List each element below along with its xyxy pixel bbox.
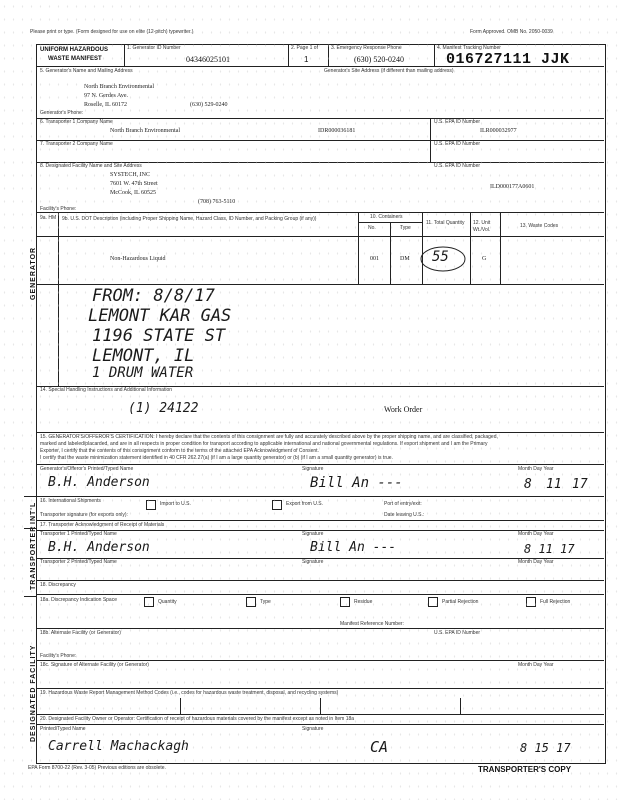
transporter1-date-label: Month Day Year — [518, 531, 554, 537]
facility-name: SYSTECH, INC — [110, 172, 151, 178]
generator-printed-name-label: Generator's/Offeror's Printed/Typed Name — [40, 466, 134, 472]
generator-id: 04346025101 — [186, 55, 230, 64]
form-title-line1: UNIFORM HAZARDOUS — [40, 47, 108, 53]
discrepancy-quantity-label: Quantity — [158, 599, 177, 605]
transporter2-signature-label: Signature — [302, 559, 324, 565]
handwritten-from-date: FROM: 8/8/17 — [92, 286, 215, 306]
transporter1-signature: Bill An --- — [310, 540, 397, 555]
discrepancy-residue-checkbox[interactable] — [340, 597, 350, 607]
generator-name: North Branch Environmental — [84, 84, 154, 90]
certification-text-3: Exporter, I certify that the contents of this consignment conform to the terms of the attached EPA Acknowledgment of Consent. — [40, 448, 319, 454]
final-signature: CA — [370, 738, 389, 756]
facility-epa: ILD000177A0601 — [490, 184, 535, 190]
transporter1-epa: IDR000036181 — [318, 128, 356, 134]
facility-phone: (708) 763-5110 — [198, 199, 236, 205]
transporter2-label: 7. Transporter 2 Company Name — [40, 141, 113, 147]
discrepancy-partial-label: Partial Rejection — [442, 599, 479, 605]
generator-label: 5. Generator's Name and Mailing Address — [40, 68, 133, 74]
certification-text: 15. GENERATOR'S/OFFEROR'S CERTIFICATION: I hereby declare that the contents of this consignment are fully and accurately described above by the proper shipping name, and are classified, packaged, — [40, 434, 498, 440]
certification-text-2: marked and labeled/placarded, and are in all respects in proper condition for transport according to applicable international and national governmental regulations. If export shipment and I am the Primary — [40, 441, 488, 447]
generator-sign-day: 11 — [546, 477, 562, 492]
generator-signature-label: Signature — [302, 466, 324, 472]
handwritten-contents: 1 DRUM WATER — [92, 365, 194, 381]
page-number: 1 — [304, 55, 309, 64]
final-sign-date: 8 15 17 — [520, 741, 571, 755]
generator-phone-label: Generator's Phone: — [40, 110, 84, 116]
omb-number: Form Approved. OMB No. 2050-0039 — [470, 29, 553, 35]
alternate-facility-epa-label: U.S. EPA ID Number — [434, 630, 481, 636]
generator-date-label: Month Day Year — [518, 466, 554, 472]
transporter-ack-label: 17. Transporter Acknowledgment of Receipt of Materials — [40, 522, 165, 528]
alternate-date-label: Month Day Year — [518, 662, 554, 668]
facility-street: 7601 W. 47th Street — [110, 181, 158, 187]
waste-row1-unit: G — [482, 256, 487, 262]
waste-row1-quantity: 55 — [432, 249, 449, 265]
export-checkbox[interactable] — [272, 500, 282, 510]
date-leaving-label: Date leaving U.S.: — [384, 512, 425, 518]
side-label-intl: INT'L — [30, 501, 37, 524]
transporter1-epa-alt: ILR000032977 — [480, 128, 517, 134]
import-label: Import to U.S. — [160, 501, 191, 507]
import-checkbox[interactable] — [146, 500, 156, 510]
final-printed-name-label: Printed/Typed Name — [40, 726, 86, 732]
side-label-facility: DESIGNATED FACILITY — [30, 644, 37, 742]
discrepancy-partial-checkbox[interactable] — [428, 597, 438, 607]
transporter1-signature-label: Signature — [302, 531, 324, 537]
manifest-tracking-number: 016727111 JJK — [446, 51, 570, 68]
discrepancy-quantity-checkbox[interactable] — [144, 597, 154, 607]
generator-sign-year: 17 — [572, 477, 588, 492]
port-label: Port of entry/exit: — [384, 501, 422, 507]
transporter1-sign-date: 8 11 17 — [524, 542, 575, 556]
top-note: Please print or type. (Form designed for use on elite (12-pitch) typewriter.) — [30, 29, 194, 35]
management-codes-label: 19. Hazardous Waste Report Management Method Codes (i.e., codes for hazardous waste treatment, disposal, and recycling systems) — [40, 690, 339, 696]
transporter2-date-label: Month Day Year — [518, 559, 554, 565]
col-hm: 9a. HM — [40, 215, 57, 221]
col-containers: 10. Containers — [370, 214, 403, 220]
col-description: 9b. U.S. DOT Description (including Proper Shipping Name, Hazard Class, ID Number, and Packing Group (if any)) — [62, 216, 317, 222]
generator-phone: (630) 529-0240 — [190, 102, 228, 108]
discrepancy-label: 18. Discrepancy — [40, 582, 76, 588]
box3-label: 3. Emergency Response Phone — [331, 45, 402, 51]
facility-label: 8. Designated Facility Name and Site Address — [40, 163, 142, 169]
handwritten-city: LEMONT, IL — [92, 346, 195, 366]
alternate-signature-label: 18c. Signature of Alternate Facility (or Generator) — [40, 662, 149, 668]
generator-site-label: Generator's Site Address (if different than mailing address) — [324, 68, 454, 74]
col-no: No. — [368, 225, 376, 231]
transporter2-epa-label: U.S. EPA ID Number — [434, 141, 481, 147]
handwritten-street: 1196 STATE ST — [92, 326, 226, 346]
col-type: Type — [400, 225, 411, 231]
generator-sign-month: 8 — [524, 477, 532, 492]
facility-city: McCook, IL 60525 — [110, 190, 156, 196]
form-title-line2: WASTE MANIFEST — [48, 56, 102, 62]
final-certification-label: 20. Designated Facility Owner or Operator: Certification of receipt of hazardous materials covered by the manifest except as noted in Item 18a — [40, 716, 355, 722]
generator-printed-name: B.H. Anderson — [48, 475, 150, 490]
box4-label: 4. Manifest Tracking Number — [437, 45, 501, 51]
discrepancy-full-checkbox[interactable] — [526, 597, 536, 607]
special-handling-code: (1) 24122 — [128, 401, 199, 416]
transporter1-printed-name-label: Transporter 1 Printed/Typed Name — [40, 531, 117, 537]
work-order-label: Work Order — [384, 405, 423, 414]
facility-phone-label: Facility's Phone: — [40, 206, 77, 212]
quantity-circle-mark — [418, 244, 468, 274]
form-number: EPA Form 8700-22 (Rev. 3-05) Previous editions are obsolete. — [28, 765, 166, 771]
transporter1-name: North Branch Environmental — [110, 128, 180, 134]
col-unit: 12. Unit Wt./Vol. — [473, 220, 491, 233]
discrepancy-type-checkbox[interactable] — [246, 597, 256, 607]
final-signature-label: Signature — [302, 726, 324, 732]
discrepancy-type-label: Type — [260, 599, 271, 605]
waste-row1-description: Non-Hazardous Liquid — [110, 256, 166, 262]
box2-label: 2. Page 1 of — [291, 45, 318, 51]
facility-epa-label: U.S. EPA ID Number — [434, 163, 481, 169]
transporter1-epa-label: U.S. EPA ID Number — [434, 119, 481, 125]
side-label-generator: GENERATOR — [30, 246, 37, 300]
waste-row1-type: DM — [400, 256, 410, 262]
form-frame — [36, 44, 606, 764]
discrepancy-full-label: Full Rejection — [540, 599, 571, 605]
certification-text-4: I certify that the waste minimization statement identified in 40 CFR 262.27(a) (if I am a large quantity generator) or (b) (if I am a small quantity generator) is true. — [40, 455, 393, 461]
alternate-facility-label: 18b. Alternate Facility (or Generator) — [40, 630, 121, 636]
intl-label: 16. International Shipments — [40, 498, 101, 504]
final-printed-name: Carrell Machackagh — [48, 739, 189, 754]
transporter2-printed-name-label: Transporter 2 Printed/Typed Name — [40, 559, 117, 565]
transporter1-printed-name: B.H. Anderson — [48, 540, 150, 555]
col-waste-codes: 13. Waste Codes — [520, 223, 559, 229]
generator-city: Roselle, IL 60172 — [84, 102, 127, 108]
export-sig-label: Transporter signature (for exports only): — [40, 512, 128, 518]
emergency-phone: (630) 520-0240 — [354, 55, 404, 64]
copy-designation: TRANSPORTER'S COPY — [478, 765, 572, 774]
discrepancy-indication-label: 18a. Discrepancy Indication Space — [40, 597, 117, 603]
generator-street: 97 N. Gerdes Ave. — [84, 93, 129, 99]
export-label: Export from U.S. — [286, 501, 323, 507]
special-handling-label: 14. Special Handling Instructions and Additional Information — [40, 387, 173, 393]
generator-signature: Bill An --- — [310, 475, 403, 491]
alternate-facility-phone-label: Facility's Phone: — [40, 653, 77, 659]
manifest-reference-label: Manifest Reference Number: — [340, 621, 404, 627]
handwritten-business: LEMONT KAR GAS — [88, 306, 232, 326]
transporter1-label: 6. Transporter 1 Company Name — [40, 119, 113, 125]
box1-label: 1. Generator ID Number — [127, 45, 181, 51]
col-quantity: 11. Total Quantity — [426, 220, 465, 226]
discrepancy-residue-label: Residue — [354, 599, 373, 605]
waste-row1-count: 001 — [370, 256, 379, 262]
side-label-transporter: TRANSPORTER — [30, 525, 37, 590]
